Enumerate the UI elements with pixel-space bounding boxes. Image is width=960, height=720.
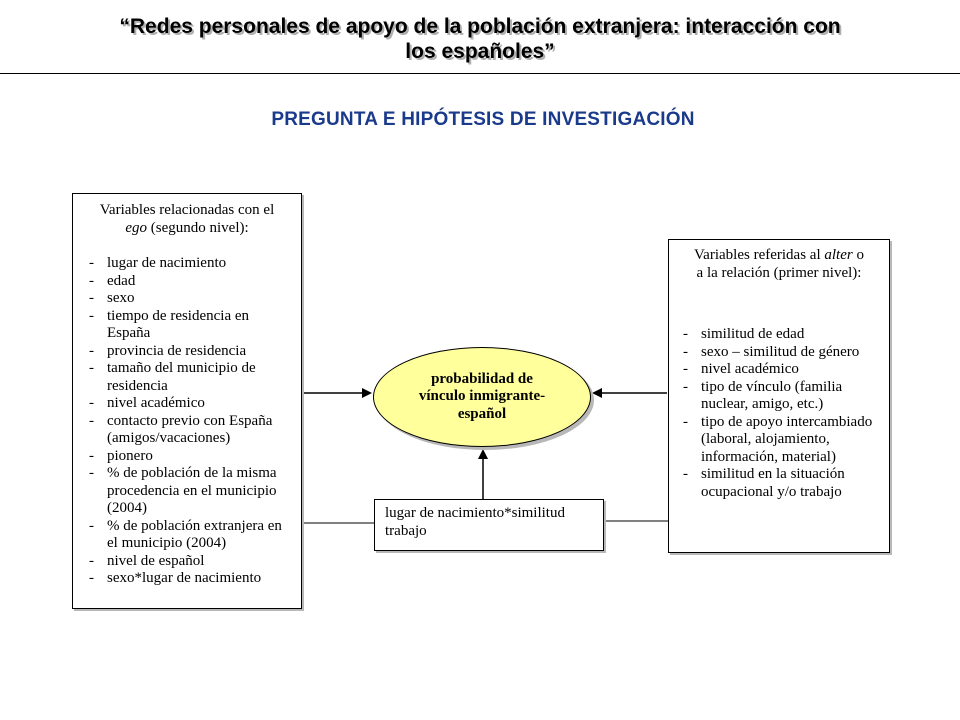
interaction-term-box [374,499,604,551]
list-item: - pionero [89,447,153,464]
list-item: - contacto previo con España (amigos/vacaciones) [89,412,273,446]
alter-heading-line-2: a la relación (primer nivel): [696,264,862,281]
list-item: - % de población de la misma procedencia en el municipio (2004) [89,465,277,516]
list-item: - sexo [89,290,135,306]
list-item: - nivel académico [89,395,205,411]
alter-variable-list [683,326,881,501]
alter-heading-pre: Variables referidas al [694,247,825,263]
outcome-label: probabilidad de vínculo inmigrante-español [418,370,546,422]
list-item: - % de población extranjera en el municipio (2004) [89,517,282,551]
list-item: - tipo de apoyo intercambiado (laboral, alojamiento, información, material) [683,413,873,465]
list-item: - nivel de español [89,552,205,569]
list-item: - provincia de residencia [89,342,247,359]
list-item: - tamaño del municipio de residencia [89,360,256,394]
alter-heading-post: o [852,247,864,263]
list-item: - sexo*lugar de nacimiento [89,570,262,586]
list-item: - tipo de vínculo (familia nuclear, amigo, etc.) [683,378,843,412]
ego-variable-list [89,255,293,588]
list-item: - edad [89,272,136,289]
outcome-ellipse [373,347,591,447]
ego-heading-line-1: Variables relacionadas con el [99,202,275,218]
list-item: - similitud de edad [683,326,805,342]
list-item: - tiempo de residencia en España [89,307,250,341]
title-line-1: “Redes personales de apoyo de la población extranjera: interacción con [119,15,841,38]
alter-box-heading [677,247,881,282]
section-subtitle: PREGUNTA E HIPÓTESIS DE INVESTIGACIÓN [271,109,695,130]
list-item: - nivel académico [683,361,799,377]
title-line-2: los españoles” [405,40,555,63]
interaction-label: lugar de nacimiento*similitud trabajo [385,505,565,539]
ego-heading-rest: (segundo nivel): [147,219,249,236]
ego-box-heading [81,202,293,237]
list-item: - similitud en la situación ocupacional y/o trabajo [683,466,845,500]
ego-variables-box [72,193,302,609]
list-item: - lugar de nacimiento [89,255,227,271]
ego-heading-term: ego [125,219,147,236]
alter-heading-term: alter [824,247,853,263]
list-item: - sexo – similitud de género [683,343,860,360]
alter-variables-box [668,239,890,553]
